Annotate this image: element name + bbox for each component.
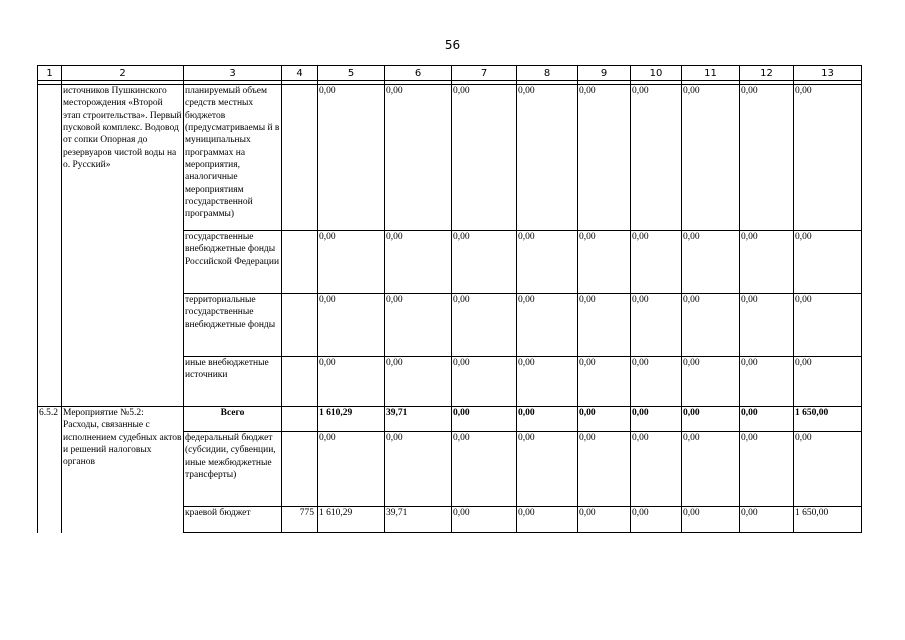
- value-cell: 0,00: [318, 85, 385, 231]
- code-cell: [282, 294, 318, 357]
- value-cell: 0,00: [578, 231, 631, 294]
- value-cell: 0,00: [578, 407, 631, 432]
- source-cell: планируемый объем средств местных бюджетов (предусматриваемы й в муниципальных программах на мероприятия, аналогичные мероприятиям государственной программы): [184, 85, 282, 231]
- value-cell: 0,00: [578, 432, 631, 507]
- code-cell: [282, 407, 318, 432]
- value-cell: 0,00: [682, 294, 740, 357]
- value-cell: 39,71: [385, 407, 452, 432]
- value-cell: 0,00: [682, 432, 740, 507]
- code-cell: [282, 357, 318, 407]
- source-cell: краевой бюджет: [184, 507, 282, 533]
- value-cell: 1 650,00: [794, 507, 862, 533]
- header-cell: 7: [452, 66, 517, 81]
- value-cell: 0,00: [631, 507, 682, 533]
- value-cell: 0,00: [740, 507, 794, 533]
- source-cell: федеральный бюджет (субсидии, субвенции, иные межбюджетные трансферты): [184, 432, 282, 507]
- value-cell: 0,00: [385, 294, 452, 357]
- header-cell: 9: [578, 66, 631, 81]
- value-cell: 0,00: [517, 357, 578, 407]
- value-cell: 1 610,29: [318, 407, 385, 432]
- row-number-cell: [38, 85, 62, 407]
- value-cell: 0,00: [794, 85, 862, 231]
- value-cell: 0,00: [631, 294, 682, 357]
- value-cell: 0,00: [517, 407, 578, 432]
- value-cell: 0,00: [385, 231, 452, 294]
- code-cell: [282, 432, 318, 507]
- value-cell: 0,00: [452, 407, 517, 432]
- code-cell: [282, 231, 318, 294]
- value-cell: 0,00: [318, 231, 385, 294]
- table-row-total: [38, 407, 862, 432]
- code-cell: 775: [282, 507, 318, 533]
- value-cell: 0,00: [740, 294, 794, 357]
- value-cell: 0,00: [631, 432, 682, 507]
- value-cell: 0,00: [578, 357, 631, 407]
- header-cell: 4: [282, 66, 318, 81]
- value-cell: 0,00: [318, 357, 385, 407]
- source-cell: государственные внебюджетные фонды Российской Федерации: [184, 231, 282, 294]
- value-cell: 0,00: [517, 294, 578, 357]
- value-cell: 0,00: [452, 231, 517, 294]
- value-cell: 0,00: [452, 432, 517, 507]
- value-cell: 0,00: [385, 357, 452, 407]
- measure-name-cell: источников Пушкинского месторождения «Второй этап строительства». Первый пусковой комплекс. Водовод от сопки Опорная до резервуаров чистой воды на о. Русский»: [62, 85, 184, 407]
- budget-table: [37, 65, 862, 533]
- page-number: 56: [444, 38, 461, 52]
- header-cell: 13: [794, 66, 862, 81]
- header-cell: 11: [682, 66, 740, 81]
- value-cell: 39,71: [385, 507, 452, 533]
- value-cell: 0,00: [385, 432, 452, 507]
- header-cell: 10: [631, 66, 682, 81]
- header-row: [38, 66, 862, 81]
- header-cell: 6: [385, 66, 452, 81]
- header-cell: 8: [517, 66, 578, 81]
- value-cell: 0,00: [452, 357, 517, 407]
- value-cell: 0,00: [794, 231, 862, 294]
- header-cell: 3: [184, 66, 282, 81]
- source-cell: территориальные государственные внебюджетные фонды: [184, 294, 282, 357]
- value-cell: 0,00: [794, 294, 862, 357]
- value-cell: 0,00: [631, 357, 682, 407]
- code-cell: [282, 85, 318, 231]
- value-cell: 0,00: [682, 357, 740, 407]
- value-cell: 0,00: [318, 432, 385, 507]
- source-cell: иные внебюджетные источники: [184, 357, 282, 407]
- value-cell: 0,00: [452, 294, 517, 357]
- value-cell: 0,00: [631, 85, 682, 231]
- value-cell: 0,00: [318, 294, 385, 357]
- value-cell: 0,00: [452, 85, 517, 231]
- value-cell: 0,00: [578, 507, 631, 533]
- value-cell: 0,00: [794, 357, 862, 407]
- value-cell: 1 650,00: [794, 407, 862, 432]
- value-cell: 0,00: [740, 231, 794, 294]
- value-cell: 0,00: [682, 507, 740, 533]
- value-cell: 0,00: [740, 85, 794, 231]
- measure-name-cell: Мероприятие №5.2: Расходы, связанные с исполнением судебных актов и решений налоговых органов: [62, 407, 184, 533]
- value-cell: 0,00: [452, 507, 517, 533]
- value-cell: 0,00: [682, 85, 740, 231]
- value-cell: 0,00: [517, 85, 578, 231]
- value-cell: 0,00: [517, 231, 578, 294]
- value-cell: 0,00: [578, 294, 631, 357]
- value-cell: 0,00: [682, 407, 740, 432]
- header-cell: 2: [62, 66, 184, 81]
- row-number-cell: 6.5.2: [38, 407, 62, 533]
- header-cell: 1: [38, 66, 62, 81]
- value-cell: 0,00: [517, 507, 578, 533]
- source-cell: Всего: [184, 407, 282, 432]
- value-cell: 0,00: [517, 432, 578, 507]
- table-row: [38, 85, 862, 231]
- value-cell: 0,00: [794, 432, 862, 507]
- value-cell: 0,00: [631, 231, 682, 294]
- value-cell: 0,00: [740, 357, 794, 407]
- value-cell: 1 610,29: [318, 507, 385, 533]
- header-cell: 5: [318, 66, 385, 81]
- header-cell: 12: [740, 66, 794, 81]
- value-cell: 0,00: [740, 432, 794, 507]
- value-cell: 0,00: [740, 407, 794, 432]
- value-cell: 0,00: [385, 85, 452, 231]
- value-cell: 0,00: [578, 85, 631, 231]
- value-cell: 0,00: [682, 231, 740, 294]
- value-cell: 0,00: [631, 407, 682, 432]
